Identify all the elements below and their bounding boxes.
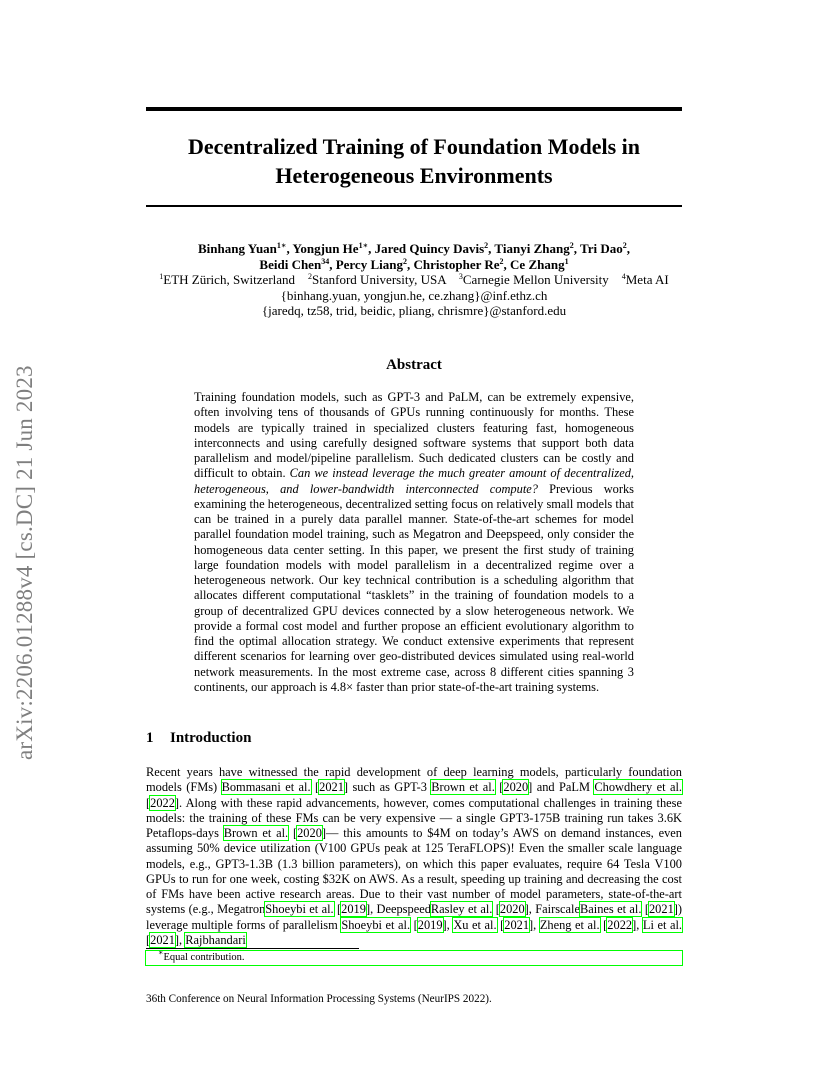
- superscript-mark: ∗: [280, 241, 287, 250]
- citation-link[interactable]: Rajbhandari: [185, 932, 246, 947]
- text-run: Recent years have witnessed the rapid development of deep learning models, particularly foundation models (FMs): [146, 765, 682, 795]
- text-run: [: [410, 917, 418, 932]
- text-run: [: [288, 826, 298, 840]
- paper-title: Decentralized Training of Foundation Models in Heterogeneous Environments: [187, 134, 641, 188]
- introduction-paragraph: [146, 765, 682, 948]
- text-run: ],: [174, 932, 186, 947]
- superscript-mark: 1: [564, 256, 569, 266]
- section-title: Introduction: [170, 730, 252, 746]
- text-run: ETH Zürich, Switzerland: [163, 272, 309, 287]
- footnote[interactable]: [146, 948, 682, 965]
- text-run: Stanford University, USA: [312, 272, 459, 287]
- citation-link[interactable]: 2019: [341, 902, 366, 917]
- text-run: , Tianyi Zhang: [488, 241, 570, 256]
- arxiv-stamp: arXiv:2206.01288v4 [cs.DC] 21 Jun 2023: [12, 365, 37, 760]
- citation-link[interactable]: Baines et al.: [580, 902, 642, 917]
- text-run: [: [492, 902, 500, 917]
- author-block: [146, 241, 682, 319]
- text-run: Meta AI: [625, 272, 669, 287]
- footnote-rule: [146, 948, 359, 949]
- text-run: ,: [626, 241, 630, 256]
- citation-link[interactable]: Shoeybi et al.: [341, 917, 411, 932]
- footnote-link[interactable]: [146, 948, 682, 965]
- text-run: ], Deepspeed: [365, 902, 431, 917]
- text-run: ],: [442, 917, 454, 932]
- superscript-mark: 2: [402, 256, 407, 266]
- text-run: , Yongjun He: [286, 241, 359, 256]
- citation-link[interactable]: Brown et al.: [223, 826, 289, 840]
- text-run: , Percy Liang: [329, 256, 403, 272]
- text-run: [: [496, 917, 505, 932]
- text-run: , Ce Zhang: [503, 256, 565, 272]
- abstract-body: [194, 390, 634, 695]
- citation-link[interactable]: Xu et al.: [453, 917, 497, 932]
- text-run: ],: [632, 917, 643, 932]
- text-run: [: [599, 917, 608, 932]
- citation-link[interactable]: Rasley et al.: [430, 902, 493, 917]
- footnote-mark: ∗: [158, 948, 164, 957]
- text-run: ], Fairscale: [524, 902, 580, 917]
- superscript-mark: 1: [276, 241, 281, 250]
- text-run: [: [146, 795, 151, 810]
- text-run: ]— this amounts to $4M on today’s AWS on demand instances, even assuming 50% device utilization (V100 GPUs peak at 125 TeraFLOPS)! Even the smaller scale language models, e.g., GPT3-1.3B (1.3 billion parameters), on which this paper evaluates, require 64 Tesla V100 GPUs to run for one week, costing $32K on AWS. As a result, speeding up training and decreasing the cost of FMs have been active research areas. Due to their vast number of model parameters, state-of-the-art systems (e.g., Megatron: [146, 826, 682, 917]
- text-run: Binhang Yuan: [198, 241, 277, 256]
- citation-link[interactable]: Brown et al.: [431, 780, 495, 795]
- citation-link[interactable]: 2021: [648, 902, 674, 917]
- superscript-mark: 2: [484, 241, 489, 250]
- citation-link[interactable]: 2019: [417, 917, 443, 932]
- email-line-stanford: {jaredq, tz58, trid, beidic, pliang, chrismre}@stanford.edu: [261, 303, 567, 318]
- citation-link[interactable]: 2021: [504, 917, 530, 932]
- superscript-mark: 2: [622, 241, 627, 250]
- footnote-text: Equal contribution.: [163, 952, 245, 963]
- abstract-heading: Abstract: [386, 357, 442, 373]
- text-run: , Tri Dao: [573, 241, 623, 256]
- superscript-mark: 2: [569, 241, 574, 250]
- text-run: , Christopher Re: [406, 256, 500, 272]
- citation-link[interactable]: 2020: [503, 780, 529, 795]
- superscript-mark: 1: [159, 272, 164, 281]
- section-heading-introduction: [146, 730, 251, 747]
- superscript-mark: ∗: [362, 241, 369, 250]
- superscript-mark: 3: [458, 272, 463, 281]
- citation-link[interactable]: Chowdhery et al.: [594, 780, 682, 795]
- text-run: [: [146, 932, 151, 947]
- text-run: Beidi Chen: [259, 256, 322, 272]
- email-line-ethz: {binhang.yuan, yongjun.he, ce.zhang}@inf.ethz.ch: [280, 287, 548, 303]
- superscript-mark: 2: [499, 256, 504, 266]
- superscript-mark: 2: [308, 272, 313, 281]
- citation-link[interactable]: Bommasani et al.: [221, 780, 311, 795]
- text-run: [: [494, 780, 504, 795]
- author-names: [146, 241, 682, 272]
- title-bottom-rule: [146, 205, 682, 207]
- italic-text: Can we instead leverage the much greater amount of decentralized, heterogeneous, and lower-bandwidth interconnected compute?: [194, 466, 634, 496]
- text-run: ]. Along with these rapid advancements, however, comes computational challenges in training these models: the training of these FMs can be very expensive — a single GPT3-175B training run takes 3.6K Petaflops-days: [146, 795, 682, 840]
- venue-footer: 36th Conference on Neural Information Processing Systems (NeurIPS 2022).: [146, 993, 492, 1005]
- text-run: Training foundation models, such as GPT-3 and PaLM, can be extremely expensive, often involving tens of thousands of GPUs running continuously for months. These models are typically trained in specialized clusters featuring fast, homogeneous interconnects and using carefully designed software systems that support both data parallelism and model/pipeline parallelism. Such dedicated clusters can be costly and difficult to obtain.: [194, 390, 634, 481]
- text-run: [: [641, 902, 649, 917]
- superscript-mark: 4: [621, 272, 626, 281]
- citation-link[interactable]: Li et al.: [642, 917, 682, 932]
- superscript-mark: 34: [321, 256, 330, 266]
- citation-link[interactable]: 2020: [499, 902, 525, 917]
- text-run: ],: [529, 917, 540, 932]
- text-run: [: [333, 902, 342, 917]
- text-run: Carnegie Mellon University: [462, 272, 622, 287]
- citation-link[interactable]: 2022: [150, 795, 175, 810]
- citation-link[interactable]: 2022: [607, 917, 633, 932]
- text-run: ]) leverage multiple forms of parallelism: [146, 902, 683, 932]
- citation-link[interactable]: 2021: [319, 780, 344, 795]
- text-run: [: [310, 780, 320, 795]
- text-run: , Jared Quincy Davis: [368, 241, 485, 256]
- text-run: ] and PaLM: [528, 780, 595, 795]
- citation-link[interactable]: 2021: [150, 932, 175, 947]
- affiliations: [146, 272, 682, 288]
- citation-link[interactable]: Shoeybi et al.: [265, 902, 334, 917]
- superscript-mark: 1: [358, 241, 363, 250]
- section-number: 1: [146, 730, 154, 746]
- citation-link[interactable]: Zheng et al.: [539, 917, 600, 932]
- citation-link[interactable]: 2020: [297, 826, 322, 840]
- top-rule: [146, 107, 682, 111]
- text-run: ] such as GPT-3: [343, 780, 432, 795]
- text-run: Previous works examining the heterogeneous, decentralized setting focus on relatively small models that can be trained in a purely data parallel manner. State-of-the-art schemes for model parallel foundation model training, such as Megatron and Deepspeed, only consider the homogeneous data center setting. In this paper, we present the first study of training large foundation models with model parallelism in a decentralized regime over a heterogeneous network. Our key technical contribution is a scheduling algorithm that allocates different computational “tasklets” in the training of foundation models to a group of decentralized GPU devices connected by a slow heterogeneous network. We provide a formal cost model and further propose an efficient evolutionary algorithm to find the optimal allocation strategy. We conduct extensive experiments that represent different scenarios for learning over geo-distributed devices simulated using real-world network measurements. In the most extreme case, across 8 different cities spanning 3 continents, our approach is 4.8× faster than prior state-of-the-art training systems.: [194, 481, 634, 694]
